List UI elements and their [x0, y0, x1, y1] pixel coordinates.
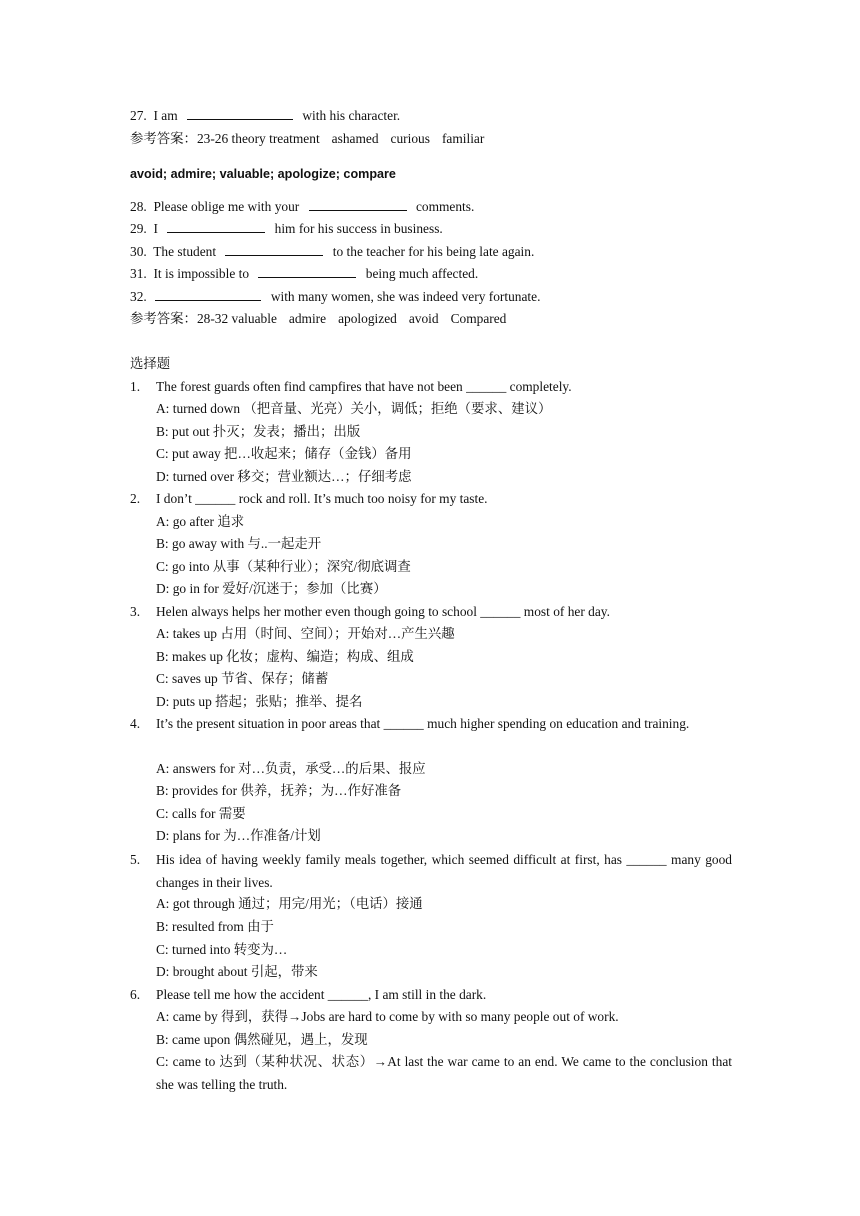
mc-option: B: provides for 供养，抚养；为…作好准备 [156, 783, 402, 798]
mc-option: A: turned down （把音量、光亮）关小，调低；拒绝（要求、建议） [156, 401, 552, 416]
question-text: with his character. [302, 108, 401, 123]
question-text: Please oblige me with your [153, 199, 300, 214]
mc-option: C: put away 把…收起来；储存（金钱）备用 [156, 446, 412, 461]
answer-value: 28-32 valuable [196, 311, 277, 326]
word-bank: avoid; admire; valuable; apologize; compare [130, 167, 396, 181]
mc-number: 5. [130, 852, 141, 867]
question-text: being much affected. [365, 266, 479, 281]
mc-option: C: saves up 节省、保存；储蓄 [156, 671, 329, 686]
mc-option: D: turned over 移交；营业额达…；仔细考虑 [156, 469, 412, 484]
mc-number: 6. [130, 987, 141, 1002]
answer-word: avoid [408, 311, 439, 326]
mc-stem: His idea of having weekly family meals together, which seemed difficult at first, has ______ many good changes in their lives. [156, 852, 732, 890]
mc-option: A: got through 通过；用完/用光；（电话）接通 [156, 896, 423, 911]
mc-option: B: makes up 化妆；虚构、编造；构成、组成 [156, 649, 414, 664]
mc-stem: Please tell me how the accident ______, I am still in the dark. [156, 987, 487, 1002]
answer-blank [225, 243, 323, 256]
question-number: 32. [130, 289, 147, 304]
question-text: It is impossible to [153, 266, 250, 281]
mc-option: C: go into 从事（某种行业）；深究/彻底调查 [156, 559, 411, 574]
question-text: with many women, she was indeed very fortunate. [270, 289, 541, 304]
mc-option: D: brought about 引起，带来 [156, 964, 318, 979]
answer-label: 参考答案： [130, 131, 197, 146]
mc-stem: The forest guards often find campfires that have not been ______ completely. [156, 379, 572, 394]
fill-question-29 [130, 220, 443, 238]
mc-number: 2. [130, 491, 141, 506]
question-text: him for his success in business. [274, 221, 443, 236]
question-text: I [153, 221, 158, 236]
answer-blank [167, 220, 265, 233]
mc-stem: It’s the present situation in poor areas that ______ much higher spending on education and training. [156, 716, 690, 731]
question-number: 27. [130, 108, 147, 123]
answer-value: 23-26 theory treatment [196, 131, 320, 146]
mc-option: C: turned into 转变为… [156, 942, 288, 957]
answer-word: admire [288, 311, 327, 326]
answer-label: 参考答案： [130, 311, 197, 326]
mc-option: A: go after 追求 [156, 514, 245, 529]
mc-number: 4. [130, 716, 141, 731]
question-number: 28. [130, 199, 147, 214]
answer-line-2 [130, 310, 506, 328]
question-number: 31. [130, 266, 147, 281]
mc-option: A: answers for 对…负责，承受…的后果、报应 [156, 761, 426, 776]
fill-question-28 [130, 198, 474, 216]
mc-stem: Helen always helps her mother even though going to school ______ most of her day. [156, 604, 610, 619]
mc-number: 3. [130, 604, 141, 619]
mc-option: D: plans for 为…作准备/计划 [156, 828, 321, 843]
answer-blank [309, 198, 407, 211]
mc-stem: I don’t ______ rock and roll. It’s much too noisy for my taste. [156, 491, 488, 506]
question-text: I am [153, 108, 178, 123]
answer-blank [187, 107, 293, 120]
fill-question-30 [130, 243, 534, 261]
mc-option: B: put out 扑灭；发表；播出；出版 [156, 424, 361, 439]
answer-line-1 [130, 130, 484, 148]
mc-option: B: resulted from 由于 [156, 919, 274, 934]
mc-option: D: puts up 搭起；张贴；推举、提名 [156, 694, 363, 709]
answer-blank [155, 288, 261, 301]
mc-option: C: calls for 需要 [156, 806, 246, 821]
question-text: comments. [415, 199, 475, 214]
question-text: to the teacher for his being late again. [332, 244, 535, 259]
mc-option: D: go in for 爱好/沉迷于；参加（比赛） [156, 581, 387, 596]
fill-question-32 [130, 288, 540, 306]
answer-word: ashamed [331, 131, 379, 146]
mc-option: C: came to 达到（某种状况、状态）→At last the war came to an end. We came to the conclusion that she was telling the truth. [156, 1054, 732, 1092]
mc-option: B: go away with 与..一起走开 [156, 536, 322, 551]
question-number: 30. [130, 244, 147, 259]
question-text: The student [153, 244, 217, 259]
question-number: 29. [130, 221, 147, 236]
mc-number: 1. [130, 379, 141, 394]
answer-word: Compared [450, 311, 507, 326]
mc-option: A: takes up 占用（时间、空间）；开始对…产生兴趣 [156, 626, 455, 641]
fill-question-31 [130, 265, 478, 283]
section-title: 选择题 [130, 356, 171, 371]
answer-blank [258, 265, 356, 278]
fill-question-27 [130, 107, 400, 125]
mc-option: B: came upon 偶然碰见，遇上，发现 [156, 1032, 368, 1047]
answer-word: apologized [338, 311, 397, 326]
answer-word: familiar [441, 131, 485, 146]
answer-word: curious [390, 131, 430, 146]
mc-option: A: came by 得到，获得→Jobs are hard to come by with so many people out of work. [156, 1009, 619, 1024]
